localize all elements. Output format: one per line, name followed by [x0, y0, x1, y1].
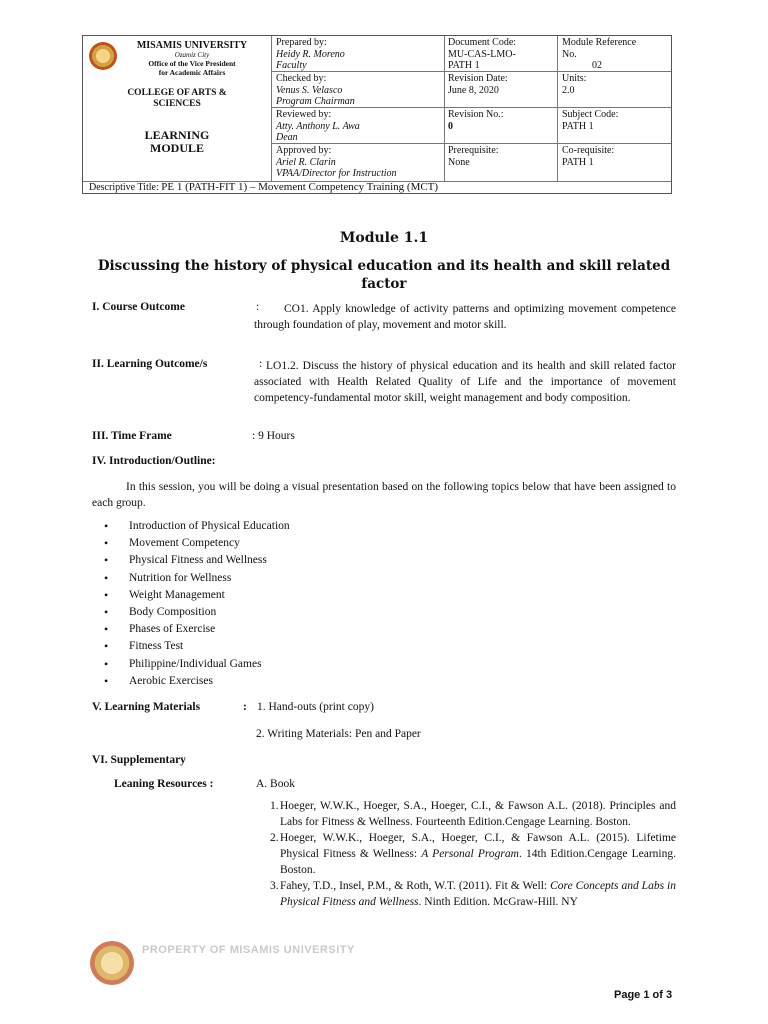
college-line-2: SCIENCES — [153, 99, 201, 109]
introduction-label: IV. Introduction/Outline: — [92, 455, 216, 467]
resource-category: A. Book — [256, 778, 295, 790]
document-code-value-1: MU-CAS-LMO- — [448, 48, 516, 60]
list-item: • Movement Competency — [104, 535, 290, 552]
office-line-2: for Academic Affairs — [158, 68, 226, 77]
descriptive-title-row — [83, 182, 677, 193]
corequisite-value: PATH 1 — [562, 156, 594, 168]
footer-property: PROPERTY OF MISAMIS UNIVERSITY — [142, 944, 355, 956]
learning-outcome-text: LO1.2. Discuss the history of physical education and its health and skill related factor associated with Health Related Quality of Life and the importance of movement competency-fundamental motor skill, weight management and body composition. — [254, 360, 676, 404]
module-reference-no: No. — [562, 48, 577, 60]
list-item: • Introduction of Physical Education — [104, 518, 290, 535]
module-reference-value: 02 — [592, 60, 602, 71]
prerequisite-cell — [448, 145, 499, 168]
time-frame-label: III. Time Frame — [92, 430, 172, 442]
prerequisite-value: None — [448, 156, 470, 168]
ref-text: Hoeger, W.W.K., Hoeger, S.A., Hoeger, C.I., & Fawson A.L. (2015). Lifetime Physical Fitness & Wellness: — [280, 832, 676, 860]
course-outcome-label: I. Course Outcome — [92, 301, 185, 313]
revision-date-value: June 8, 2020 — [448, 84, 499, 96]
list-item: • Physical Fitness and Wellness — [104, 552, 290, 569]
ref-number: 1. — [270, 800, 279, 812]
ref-text: Fahey, T.D., Insel, P.M., & Roth, W.T. (2011). Fit & Well: — [280, 880, 551, 892]
university-seal-icon — [89, 42, 117, 70]
doc-type-line-1: LEARNING — [144, 128, 210, 142]
prerequisite-label: Prerequisite: — [448, 145, 499, 156]
course-outcome-text: CO1. Apply knowledge of activity patterns and optimizing movement competence through foundation of play, movement and motor skill. — [254, 303, 676, 331]
list-item — [258, 878, 676, 910]
document-code-label: Document Code: — [448, 37, 517, 48]
introduction-text: In this session, you will be doing a visual presentation based on the following topics below that have been assigned to each group. — [92, 481, 676, 509]
corequisite-cell — [562, 145, 614, 168]
references-list — [258, 798, 676, 910]
module-reference-cell — [562, 37, 636, 72]
header-identity-cell — [83, 36, 271, 182]
module-reference-label: Module Reference — [562, 37, 637, 48]
module-subtitle-line-1: Discussing the history of physical education and its health and skill related — [97, 258, 671, 274]
learning-material-1: 1. Hand-outs (print copy) — [257, 701, 374, 713]
supplementary-label: VI. Supplementary — [92, 754, 186, 766]
university-city: Ozamiz City — [174, 51, 210, 59]
revision-date-cell — [448, 73, 508, 96]
ref-text: Hoeger, W.W.K., Hoeger, S.A., Hoeger, C.I., & Fawson A.L. (2018). Principles and Labs for Fitness & Wellness. Fourteenth Edition.Cengage Learning. Boston. — [280, 800, 676, 828]
reviewed-by-role: Dean — [276, 132, 298, 143]
prepared-by-name: Heidy R. Moreno — [276, 48, 345, 60]
ref-italic-title: A Personal Program — [421, 848, 519, 860]
ref-number: 3. — [270, 880, 279, 892]
learning-resources-label: Leaning Resources : — [114, 778, 214, 790]
list-item — [258, 798, 676, 830]
descriptive-title-label: Descriptive Title: — [89, 182, 159, 193]
ref-text-end: . 14th Edition.Cengage Learning. Boston. — [280, 848, 676, 876]
learning-materials-colon: : — [243, 701, 247, 713]
revision-date-label: Revision Date: — [448, 73, 508, 84]
learning-materials-label: V. Learning Materials — [92, 701, 201, 713]
revision-no-label: Revision No.: — [448, 109, 504, 120]
prepared-by-cell — [276, 37, 345, 72]
learning-outcome-label: II. Learning Outcome/s — [92, 358, 208, 370]
module-title: Module 1.1 — [339, 230, 429, 246]
office-line-1: Office of the Vice President — [148, 59, 236, 68]
checked-by-role: Program Chairman — [276, 96, 355, 107]
learning-outcome-colon: : — [259, 358, 263, 370]
list-item — [258, 830, 676, 878]
corequisite-label: Co-requisite: — [562, 145, 615, 156]
page-number: Page 1 of 3 — [614, 989, 673, 1001]
list-item: • Fitness Test — [104, 638, 290, 655]
descriptive-title-value: PE 1 (PATH-FIT 1) – Movement Competency Training (MCT) — [161, 181, 439, 193]
list-item: • Weight Management — [104, 587, 290, 604]
list-item: • Philippine/Individual Games — [104, 656, 290, 673]
revision-no-value: 0 — [448, 120, 453, 132]
college-line-1: COLLEGE OF ARTS & — [127, 88, 227, 98]
topics-list — [104, 518, 290, 690]
subject-code-value: PATH 1 — [562, 120, 594, 132]
reviewed-by-label: Reviewed by: — [276, 109, 332, 120]
checked-by-cell — [276, 73, 355, 108]
units-value: 2.0 — [562, 84, 575, 96]
list-item: • Aerobic Exercises — [104, 673, 290, 690]
units-label: Units: — [562, 73, 587, 84]
learning-material-2: 2. Writing Materials: Pen and Paper — [256, 728, 421, 740]
module-header-table — [82, 35, 672, 194]
approved-by-name: Ariel R. Clarin — [276, 156, 336, 168]
approved-by-cell — [276, 145, 397, 180]
checked-by-label: Checked by: — [276, 73, 327, 84]
reviewed-by-name: Atty. Anthony L. Awa — [276, 120, 360, 132]
units-cell — [562, 73, 586, 96]
approved-by-label: Approved by: — [276, 145, 332, 156]
time-frame-value: : 9 Hours — [252, 430, 295, 442]
university-name: MISAMIS UNIVERSITY — [136, 40, 248, 51]
ref-italic-title: Core Concepts and Labs in Physical Fitness and Wellness — [280, 880, 676, 908]
checked-by-name: Venus S. Velasco — [276, 84, 343, 96]
list-item: • Body Composition — [104, 604, 290, 621]
list-item: • Nutrition for Wellness — [104, 570, 290, 587]
prepared-by-role: Faculty — [276, 60, 307, 71]
module-subtitle-line-2: factor — [361, 276, 407, 292]
approved-by-role: VPAA/Director for Instruction — [276, 168, 397, 179]
ref-number: 2. — [270, 832, 279, 844]
reviewed-by-cell — [276, 109, 360, 144]
subject-code-label: Subject Code: — [562, 109, 619, 120]
revision-no-cell — [448, 109, 504, 132]
list-item: • Phases of Exercise — [104, 621, 290, 638]
document-code-value-2: PATH 1 — [448, 60, 480, 71]
subject-code-cell — [562, 109, 618, 132]
footer-seal-icon — [90, 941, 134, 985]
prepared-by-label: Prepared by: — [276, 37, 327, 48]
course-outcome-colon: : — [256, 301, 260, 313]
doc-type-line-2: MODULE — [150, 141, 204, 155]
ref-text-end: . Ninth Edition. McGraw-Hill. NY — [418, 896, 578, 908]
document-code-cell — [448, 37, 516, 72]
